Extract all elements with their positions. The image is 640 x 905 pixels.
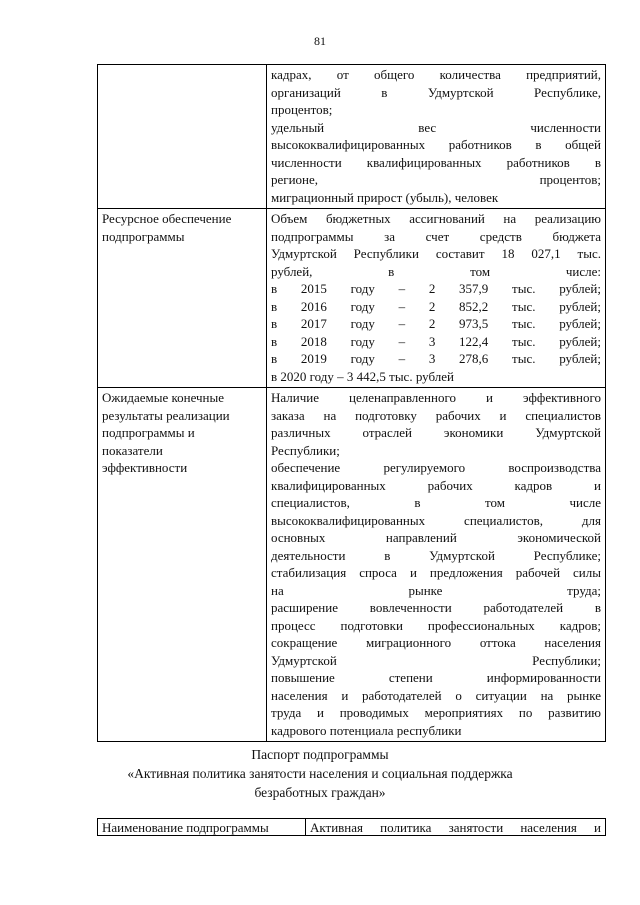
page-number: 81 <box>314 34 326 48</box>
passport-subtitle-line1: «Активная политика занятости населения и социальная поддержка <box>127 766 513 781</box>
row-value-line: расширение вовлеченности работодателей в <box>271 600 601 615</box>
row-value-line: подпрограммы за счет средств бюджета <box>271 228 601 244</box>
subprogram-passport-table <box>97 64 606 742</box>
row-label-line: эффективности <box>102 460 188 475</box>
row-label-line: Ожидаемые конечные <box>102 390 225 405</box>
row-value-cell <box>267 209 606 388</box>
row-value-line: специалистов, в том числе <box>271 495 601 510</box>
row-value-line: обеспечение регулируемого воспроизводства <box>271 460 601 475</box>
row-value-line: заказа на подготовку рабочих и специалистов <box>271 407 601 423</box>
row-label-cell <box>98 388 267 742</box>
row-value-line: кадрах, от общего количества предприятий, <box>271 67 601 82</box>
row-value-line: высококвалифицированных специалистов, для <box>271 512 601 528</box>
subprogram-name-label: Наименование подпрограммы <box>102 820 269 835</box>
row-label-line: Ресурсное обеспечение <box>102 211 232 226</box>
row-value-line: на рынке труда; <box>271 582 601 598</box>
row-label-cell <box>98 819 306 836</box>
row-value-line: в 2015 году – 2 357,9 тыс. рублей; <box>271 281 601 296</box>
row-value-line: процесс подготовки профессиональных кадров; <box>271 617 601 633</box>
row-label-cell <box>98 65 267 209</box>
row-value-line: миграционный прирост (убыль), человек <box>271 189 499 205</box>
row-value-line: различных отраслей экономики Удмуртской <box>271 425 601 440</box>
passport-title: Паспорт подпрограммы <box>251 747 389 762</box>
row-value-line: удельный вес численности <box>271 119 601 135</box>
row-value-cell <box>267 65 606 209</box>
row-value-line: стабилизация спроса и предложения рабочей силы <box>271 565 601 580</box>
row-label-line: подпрограммы и <box>102 425 195 440</box>
table-row <box>98 388 606 742</box>
table-row <box>98 209 606 388</box>
row-value-line: квалифицированных рабочих кадров и <box>271 477 601 493</box>
row-value-line: организаций в Удмуртской Республике, <box>271 84 601 100</box>
row-value-line: населения и работодателей о ситуации на рынке <box>271 687 601 703</box>
row-value-line: в 2020 году – 3 442,5 тыс. рублей <box>271 368 454 384</box>
row-value-line: основных направлений экономической <box>271 530 601 545</box>
row-value-line: численности квалифицированных работников в <box>271 154 601 170</box>
row-value-line: Республики; <box>271 442 340 458</box>
row-value-line: Удмуртской Республики; <box>271 652 601 668</box>
row-value-line: Удмуртской Республики составит 18 027,1 тыс. <box>271 246 601 261</box>
row-label-line: показатели <box>102 442 163 458</box>
row-value-line: труда и проводимых мероприятиях по развитию <box>271 705 601 720</box>
row-value-line: рублей, в том числе: <box>271 263 601 279</box>
row-value-line: в 2018 году – 3 122,4 тыс. рублей; <box>271 333 601 349</box>
next-passport-table <box>97 818 606 836</box>
row-value-line: регионе, процентов; <box>271 172 601 187</box>
row-value-cell <box>267 388 606 742</box>
row-value-cell <box>306 819 606 836</box>
table-row <box>98 819 606 836</box>
row-value-line: процентов; <box>271 102 333 117</box>
row-value-line: в 2019 году – 3 278,6 тыс. рублей; <box>271 351 601 366</box>
row-value-line: в 2016 году – 2 852,2 тыс. рублей; <box>271 298 601 314</box>
row-value-line: в 2017 году – 2 973,5 тыс. рублей; <box>271 316 601 331</box>
row-value-line: высококвалифицированных работников в общей <box>271 137 601 152</box>
row-label-cell <box>98 209 267 388</box>
row-value-line: кадрового потенциала республики <box>271 722 462 738</box>
row-label-line: результаты реализации <box>102 407 230 423</box>
row-value-line: Объем бюджетных ассигнований на реализацию <box>271 211 601 226</box>
row-label-line: подпрограммы <box>102 228 185 244</box>
row-value-line: деятельности в Удмуртской Республике; <box>271 547 601 563</box>
row-value-line: сокращение миграционного оттока населения <box>271 635 601 650</box>
row-value-line: повышение степени информированности <box>271 670 601 685</box>
subprogram-name-value: Активная политика занятости населения и <box>310 820 601 835</box>
table-row <box>98 65 606 209</box>
passport-subtitle-line2: безработных граждан» <box>254 785 386 800</box>
row-value-line: Наличие целенаправленного и эффективного <box>271 390 601 405</box>
